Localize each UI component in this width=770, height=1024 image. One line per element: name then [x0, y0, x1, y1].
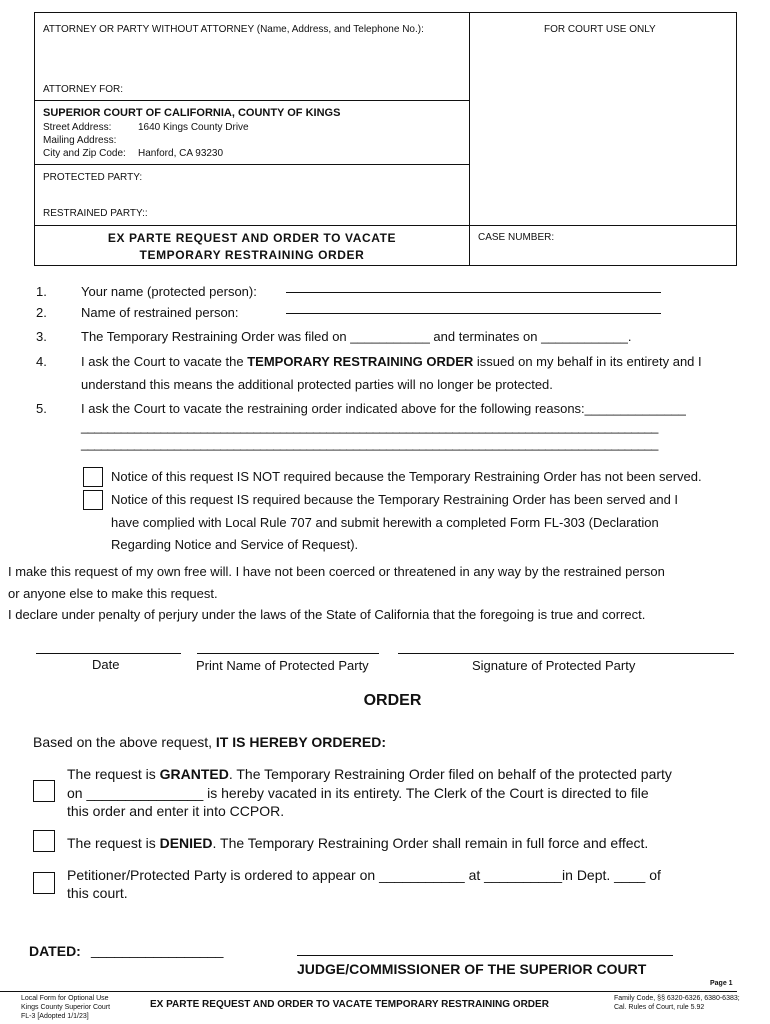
notice-required-text-line3: Regarding Notice and Service of Request). [111, 537, 359, 552]
attorney-label: ATTORNEY OR PARTY WITHOUT ATTORNEY (Name, Address, and Telephone No.): [43, 24, 424, 35]
reasons-line-2: _______________________________________________________________________________________ [81, 419, 658, 434]
granted-text [67, 766, 672, 782]
order-intro [33, 734, 386, 750]
granted-text-b: GRANTED [159, 766, 229, 782]
dated-line: _________________ [91, 942, 224, 958]
rule-protected [34, 164, 470, 165]
print-name-line [197, 653, 379, 654]
item-1-text: Your name (protected person): [81, 284, 257, 299]
attorney-for-label: ATTORNEY FOR: [43, 84, 124, 95]
footer-left-1: Local Form for Optional Use [21, 995, 109, 1002]
protected-party-label: PROTECTED PARTY: [43, 172, 143, 183]
footer-right-1: Family Code, §§ 6320-6326, 6380-6383; [614, 995, 740, 1002]
rule-court [34, 100, 470, 101]
appear-text-line2: this court. [67, 885, 128, 901]
appear-text: Petitioner/Protected Party is ordered to appear on ___________ at __________in Dept. ____ of [67, 867, 661, 883]
signature-label: Signature of Protected Party [472, 658, 636, 673]
item-1-number: 1. [36, 284, 47, 299]
form-title-line2: TEMPORARY RESTRAINING ORDER [139, 248, 365, 262]
notice-required-checkbox[interactable] [83, 490, 103, 510]
item-3-text: The Temporary Restraining Order was filed on ___________ and terminates on ____________. [81, 329, 632, 344]
item-5-number: 5. [36, 401, 47, 416]
declaration-line1: I make this request of my own free will. I have not been coerced or threatened in any way by the restrained person [8, 564, 665, 579]
rule-title [34, 225, 737, 226]
item-4-text-c: issued on my behalf in its entirety and I [473, 354, 702, 369]
signature-line [398, 653, 734, 654]
footer-rule [0, 991, 737, 992]
order-heading: ORDER [363, 692, 422, 709]
footer-left-3: FL-3 [Adopted 1/1/23] [21, 1013, 89, 1020]
order-intro-a: Based on the above request, [33, 734, 216, 750]
caption-box [34, 12, 737, 266]
item-4-text [81, 354, 702, 369]
granted-text-a: The request is [67, 766, 160, 782]
item-4-text-a: I ask the Court to vacate the [81, 354, 248, 369]
notice-not-required-checkbox[interactable] [83, 467, 103, 487]
restrained-name-line [286, 313, 661, 314]
footer-right-2: Cal. Rules of Court, rule 5.92 [614, 1004, 705, 1011]
granted-text-line2: on _______________ is hereby vacated in its entirety. The Clerk of the Court is directed to file [67, 785, 649, 801]
print-name-label: Print Name of Protected Party [196, 658, 369, 673]
dated-label: DATED: [29, 943, 81, 959]
reasons-line-3: _______________________________________________________________________________________ [81, 436, 658, 451]
restrained-party-label: RESTRAINED PARTY:: [43, 208, 148, 219]
notice-required-text: Notice of this request IS required because the Temporary Restraining Order has been served and I [111, 492, 679, 507]
order-intro-b: IT IS HEREBY ORDERED: [215, 734, 387, 750]
item-5-text: I ask the Court to vacate the restraining order indicated above for the following reasons:______________ [81, 401, 686, 416]
court-use-label: FOR COURT USE ONLY [544, 24, 656, 35]
denied-text [67, 835, 648, 851]
denied-checkbox[interactable] [33, 830, 55, 852]
denied-text-a: The request is [67, 835, 160, 851]
judge-label: JUDGE/COMMISSIONER OF THE SUPERIOR COURT [297, 961, 647, 977]
date-signature-line [36, 653, 181, 654]
item-4-text-line2: understand this means the additional protected parties will no longer be protected. [81, 377, 553, 392]
street-value: 1640 Kings County Drive [138, 122, 249, 133]
city-label: City and Zip Code: [43, 148, 126, 159]
footer-center: EX PARTE REQUEST AND ORDER TO VACATE TEMPORARY RESTRAINING ORDER [150, 999, 549, 1010]
caption-divider [469, 12, 470, 266]
notice-not-required-text: Notice of this request IS NOT required because the Temporary Restraining Order has not been served. [111, 469, 702, 484]
date-label: Date [92, 657, 120, 672]
protected-name-line [286, 292, 661, 293]
judge-signature-line [297, 955, 673, 956]
item-2-text: Name of restrained person: [81, 305, 239, 320]
court-name: SUPERIOR COURT OF CALIFORNIA, COUNTY OF KINGS [43, 107, 341, 119]
item-3-number: 3. [36, 329, 47, 344]
page-number: Page 1 [710, 980, 733, 987]
footer-left-2: Kings County Superior Court [21, 1004, 111, 1011]
declaration-line3: I declare under penalty of perjury under the laws of the State of California that the foregoing is true and correct. [8, 607, 646, 622]
case-number-label: CASE NUMBER: [478, 232, 555, 243]
appear-checkbox[interactable] [33, 872, 55, 894]
granted-text-c: . The Temporary Restraining Order filed on behalf of the protected party [228, 766, 672, 782]
mailing-label: Mailing Address: [43, 135, 117, 146]
item-4-text-bold: TEMPORARY RESTRAINING ORDER [247, 354, 474, 369]
item-2-number: 2. [36, 305, 47, 320]
street-label: Street Address: [43, 122, 112, 133]
item-4-number: 4. [36, 354, 47, 369]
declaration-line2: or anyone else to make this request. [8, 586, 218, 601]
form-title-line1: EX PARTE REQUEST AND ORDER TO VACATE [107, 231, 397, 245]
notice-required-text-line2: have complied with Local Rule 707 and submit herewith a completed Form FL-303 (Declaration [111, 515, 659, 530]
denied-text-b: DENIED [159, 835, 213, 851]
granted-checkbox[interactable] [33, 780, 55, 802]
city-value: Hanford, CA 93230 [138, 148, 224, 159]
denied-text-c: . The Temporary Restraining Order shall remain in full force and effect. [212, 835, 649, 851]
granted-text-line3: this order and enter it into CCPOR. [67, 803, 285, 819]
